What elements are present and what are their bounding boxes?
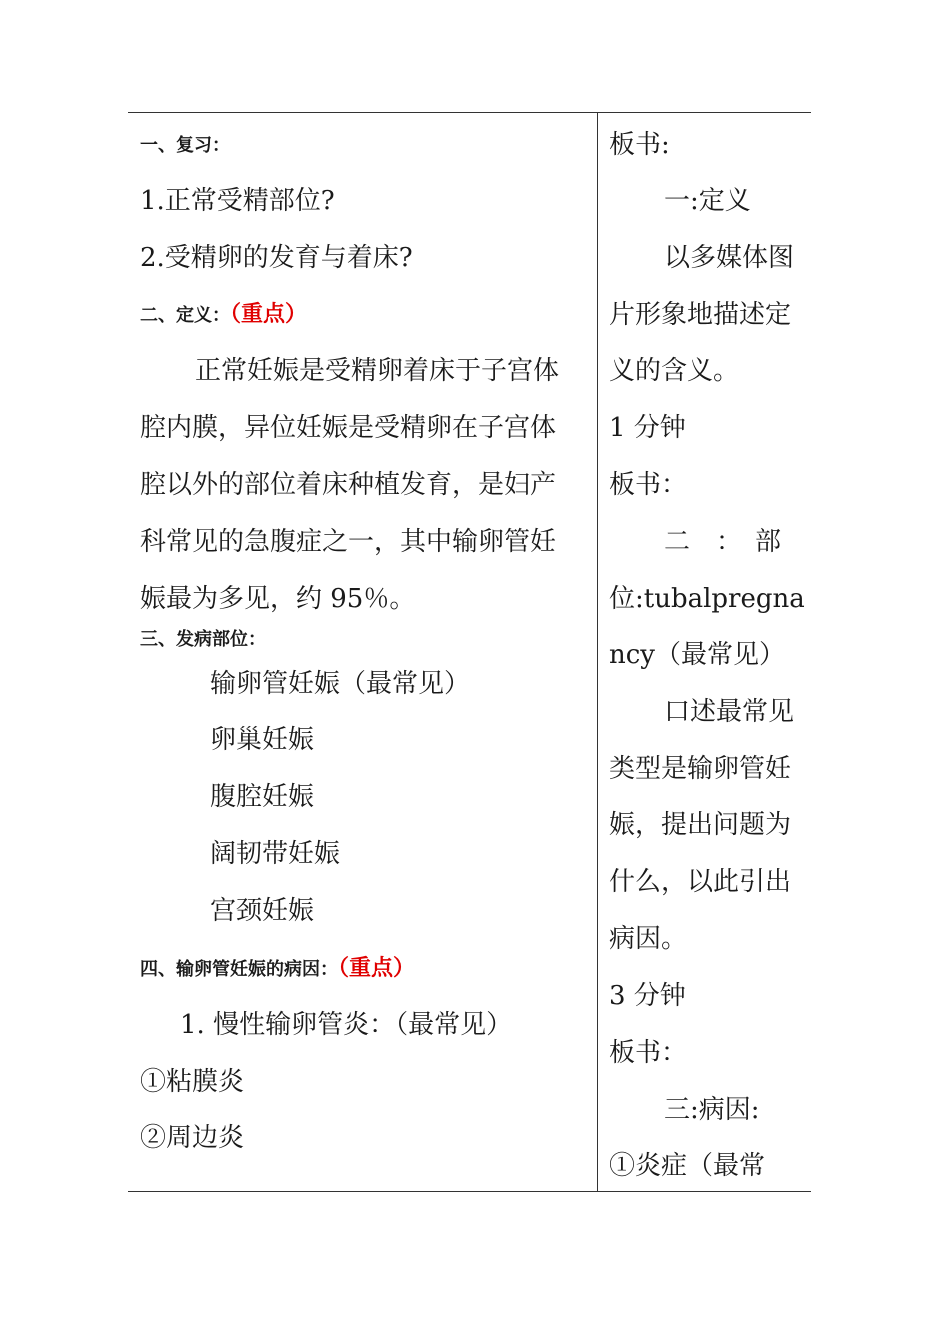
site-item-broad-ligament: 阔韧带妊娠: [210, 839, 341, 869]
review-question-1: 1.正常受精部位?: [140, 186, 335, 216]
notes-line-7: 板书：: [609, 470, 688, 500]
cause-item-1: 1. 慢性输卵管炎：（最常见）: [180, 1010, 513, 1040]
cause-heading-wrap: [140, 956, 415, 982]
site-heading: 三、发病部位：: [140, 629, 266, 650]
notes-line-5: 义的含义。: [609, 356, 740, 386]
review-question-2: 2.受精卵的发育与着床?: [140, 243, 413, 273]
notes-line-18: 三:病因:: [664, 1095, 760, 1125]
cause-key-badge: （重点）: [338, 955, 416, 981]
site-item-abdominal: 腹腔妊娠: [210, 782, 315, 812]
column-divider: [597, 112, 598, 1192]
definition-heading: 二、定义：: [140, 305, 230, 326]
notes-line-17: 板书：: [609, 1038, 688, 1068]
site-item-ovarian: 卵巢妊娠: [210, 725, 315, 755]
definition-heading-wrap: [140, 302, 307, 328]
notes-line-11: 口述最常见: [664, 697, 795, 727]
notes-line-6: 1 分钟: [609, 413, 686, 443]
site-item-cervical: 宫颈妊娠: [210, 896, 315, 926]
cause-heading: 四、输卵管妊娠的病因：: [140, 959, 338, 980]
cause-subitem-1: ①粘膜炎: [140, 1067, 245, 1097]
cause-subitem-2: ②周边炎: [140, 1123, 245, 1153]
notes-line-1: 板书:: [609, 130, 670, 160]
notes-line-3: 以多媒体图: [664, 243, 795, 273]
definition-line-4: 科常见的急腹症之一，其中输卵管妊: [140, 527, 557, 557]
definition-line-2: 腔内膜，异位妊娠是受精卵在子宫体: [140, 413, 557, 443]
site-item-tubal: 输卵管妊娠（最常见）: [210, 669, 471, 699]
notes-line-2: 一:定义: [664, 186, 751, 216]
notes-line-8: 二 ： 部: [664, 527, 782, 557]
review-heading: 一、复习：: [140, 135, 230, 156]
definition-line-1: 正常妊娠是受精卵着床于子宫体: [195, 356, 560, 386]
notes-line-10: ncy（最常见）: [609, 640, 785, 670]
definition-key-badge: （重点）: [230, 301, 308, 327]
notes-line-9: 位:tubalpregna: [609, 584, 805, 614]
notes-line-12: 类型是输卵管妊: [609, 754, 792, 784]
table-bottom-border: [128, 1191, 811, 1192]
definition-line-3: 腔以外的部位着床种植发育，是妇产: [140, 470, 557, 500]
notes-line-4: 片形象地描述定: [609, 300, 792, 330]
definition-line-5: 娠最为多见，约 95％。: [140, 584, 416, 614]
notes-line-15: 病因。: [609, 924, 688, 954]
notes-line-16: 3 分钟: [609, 981, 686, 1011]
table-top-border: [128, 112, 811, 113]
notes-line-14: 什么，以此引出: [609, 867, 792, 897]
notes-line-19: ①炎症（最常: [609, 1151, 766, 1181]
notes-line-13: 娠，提出问题为: [609, 810, 792, 840]
